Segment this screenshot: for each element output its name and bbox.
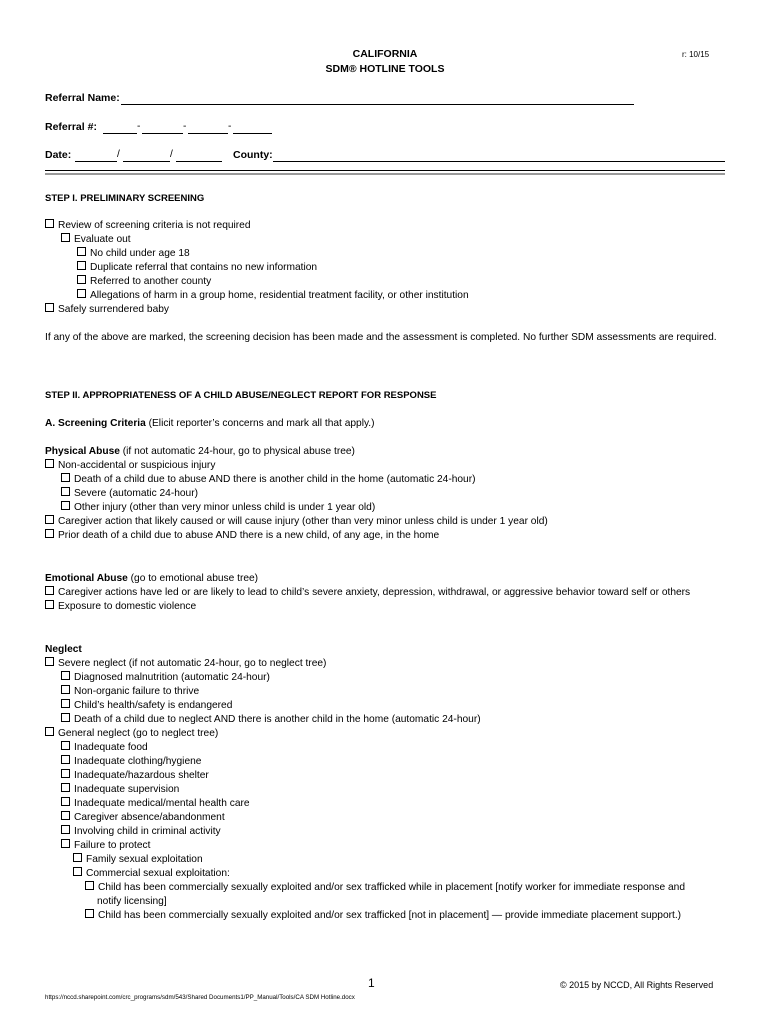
checkbox-item[interactable]: Severe (automatic 24-hour) <box>61 487 198 501</box>
checkbox-item[interactable]: Inadequate/hazardous shelter <box>61 769 209 783</box>
checkbox-icon[interactable] <box>77 247 86 256</box>
checkbox-item[interactable]: Child has been commercially sexually exploited and/or sex trafficked [not in placement] — provide immediate placement support.) <box>85 909 681 923</box>
checkbox-icon[interactable] <box>61 811 70 820</box>
header-divider <box>45 170 725 171</box>
step1-note: If any of the above are marked, the screening decision has been made and the assessment is completed. No further SDM assessments are required. <box>45 332 717 343</box>
checkbox-icon[interactable] <box>61 713 70 722</box>
checkbox-icon[interactable] <box>61 755 70 764</box>
checkbox-item[interactable]: Caregiver action that likely caused or will cause injury (other than very minor unless child is under 1 year old) <box>45 515 548 529</box>
checkbox-item[interactable]: Evaluate out <box>61 233 131 247</box>
referral-number-part3[interactable] <box>188 133 228 134</box>
checkbox-item[interactable]: Caregiver absence/abandonment <box>61 811 225 825</box>
checkbox-icon[interactable] <box>61 839 70 848</box>
header-divider-shadow <box>45 173 725 175</box>
checkbox-icon[interactable] <box>45 727 54 736</box>
checkbox-icon[interactable] <box>77 275 86 284</box>
referral-number-part4[interactable] <box>233 133 272 134</box>
checkbox-item[interactable]: Non-organic failure to thrive <box>61 685 199 699</box>
checkbox-icon[interactable] <box>77 289 86 298</box>
referral-number-separator: - <box>228 121 232 132</box>
date-separator: / <box>117 149 120 160</box>
referral-number-part2[interactable] <box>142 133 183 134</box>
checkbox-item[interactable]: Child has been commercially sexually exploited and/or sex trafficked while in placement [notify worker for immediate response and <box>85 881 685 895</box>
emotional-abuse-heading: Emotional Abuse (go to emotional abuse tree) <box>45 573 259 584</box>
checkbox-item[interactable]: Caregiver actions have led or are likely to lead to child’s severe anxiety, depression, withdrawal, or aggressive behavior toward self or others <box>45 586 690 600</box>
checkbox-item-continuation: notify licensing] <box>97 896 167 907</box>
checkbox-icon[interactable] <box>61 233 70 242</box>
checkbox-item[interactable]: Duplicate referral that contains no new information <box>77 261 317 275</box>
checkbox-item[interactable]: Inadequate medical/mental health care <box>61 797 250 811</box>
checkbox-icon[interactable] <box>73 867 82 876</box>
checkbox-item[interactable]: Inadequate supervision <box>61 783 179 797</box>
checkbox-icon[interactable] <box>77 261 86 270</box>
checkbox-icon[interactable] <box>85 881 94 890</box>
date-year-field[interactable] <box>176 161 222 162</box>
checkbox-item[interactable]: Allegations of harm in a group home, residential treatment facility, or other institution <box>77 289 469 303</box>
checkbox-icon[interactable] <box>61 783 70 792</box>
checkbox-item[interactable]: Failure to protect <box>61 839 150 853</box>
referral-number-label: Referral #: <box>45 121 97 133</box>
checkbox-item[interactable]: General neglect (go to neglect tree) <box>45 727 218 741</box>
checkbox-icon[interactable] <box>61 487 70 496</box>
checkbox-item[interactable]: Severe neglect (if not automatic 24-hour, go to neglect tree) <box>45 657 326 671</box>
date-month-field[interactable] <box>75 161 117 162</box>
referral-number-separator: - <box>137 121 141 132</box>
checkbox-item[interactable]: Death of a child due to abuse AND there is another child in the home (automatic 24-hour) <box>61 473 476 487</box>
checkbox-item[interactable]: Inadequate food <box>61 741 148 755</box>
step2-heading: STEP II. APPROPRIATENESS OF A CHILD ABUSE/NEGLECT REPORT FOR RESPONSE <box>45 390 437 401</box>
checkbox-item[interactable]: Referred to another county <box>77 275 211 289</box>
header-title: SDM® HOTLINE TOOLS <box>325 63 445 75</box>
screening-criteria-heading: A. Screening Criteria (Elicit reporter’s concerns and mark all that apply.) <box>45 418 375 429</box>
referral-name-label: Referral Name: <box>45 92 120 104</box>
referral-number-separator: - <box>183 121 187 132</box>
checkbox-icon[interactable] <box>45 600 54 609</box>
checkbox-item[interactable]: No child under age 18 <box>77 247 190 261</box>
checkbox-item[interactable]: Other injury (other than very minor unless child is under 1 year old) <box>61 501 375 515</box>
checkbox-icon[interactable] <box>85 909 94 918</box>
checkbox-icon[interactable] <box>45 586 54 595</box>
checkbox-icon[interactable] <box>73 853 82 862</box>
checkbox-item[interactable]: Exposure to domestic violence <box>45 600 196 614</box>
checkbox-icon[interactable] <box>61 797 70 806</box>
checkbox-icon[interactable] <box>45 515 54 524</box>
checkbox-icon[interactable] <box>61 825 70 834</box>
checkbox-icon[interactable] <box>61 741 70 750</box>
checkbox-item[interactable]: Diagnosed malnutrition (automatic 24-hour) <box>61 671 270 685</box>
referral-name-field[interactable] <box>121 104 634 105</box>
checkbox-icon[interactable] <box>45 219 54 228</box>
checkbox-icon[interactable] <box>45 303 54 312</box>
referral-number-part1[interactable] <box>103 133 137 134</box>
header-state: CALIFORNIA <box>352 48 418 60</box>
county-field[interactable] <box>273 161 725 162</box>
checkbox-icon[interactable] <box>45 459 54 468</box>
checkbox-icon[interactable] <box>45 529 54 538</box>
date-separator: / <box>170 149 173 160</box>
checkbox-item[interactable]: Safely surrendered baby <box>45 303 169 317</box>
checkbox-item[interactable]: Inadequate clothing/hygiene <box>61 755 201 769</box>
checkbox-item[interactable]: Death of a child due to neglect AND there is another child in the home (automatic 24-hour) <box>61 713 481 727</box>
checkbox-item[interactable]: Involving child in criminal activity <box>61 825 221 839</box>
checkbox-icon[interactable] <box>45 657 54 666</box>
revision-date: r: 10/15 <box>682 50 710 59</box>
date-label: Date: <box>45 149 72 161</box>
checkbox-item[interactable]: Non-accidental or suspicious injury <box>45 459 215 473</box>
physical-abuse-heading: Physical Abuse (if not automatic 24-hour, go to physical abuse tree) <box>45 446 355 457</box>
copyright: © 2015 by NCCD, All Rights Reserved <box>560 980 714 990</box>
checkbox-icon[interactable] <box>61 501 70 510</box>
checkbox-item[interactable]: Child’s health/safety is endangered <box>61 699 232 713</box>
neglect-heading: Neglect <box>45 644 82 655</box>
checkbox-item[interactable]: Family sexual exploitation <box>73 853 203 867</box>
page-number: 1 <box>368 976 375 990</box>
checkbox-icon[interactable] <box>61 699 70 708</box>
checkbox-item[interactable]: Prior death of a child due to abuse AND there is a new child, of any age, in the home <box>45 529 439 543</box>
checkbox-icon[interactable] <box>61 671 70 680</box>
checkbox-icon[interactable] <box>61 769 70 778</box>
date-day-field[interactable] <box>123 161 170 162</box>
county-label: County: <box>233 149 273 161</box>
document-url: https://nccd.sharepoint.com/crc_programs/sdm/543/Shared Documents1/PP_Manual/Tools/CA SDM Hotline.docx <box>45 994 355 1001</box>
step1-heading: STEP I. PRELIMINARY SCREENING <box>45 193 205 204</box>
checkbox-item[interactable]: Commercial sexual exploitation: <box>73 867 230 881</box>
checkbox-icon[interactable] <box>61 685 70 694</box>
checkbox-icon[interactable] <box>61 473 70 482</box>
checkbox-item[interactable]: Review of screening criteria is not required <box>45 219 251 233</box>
